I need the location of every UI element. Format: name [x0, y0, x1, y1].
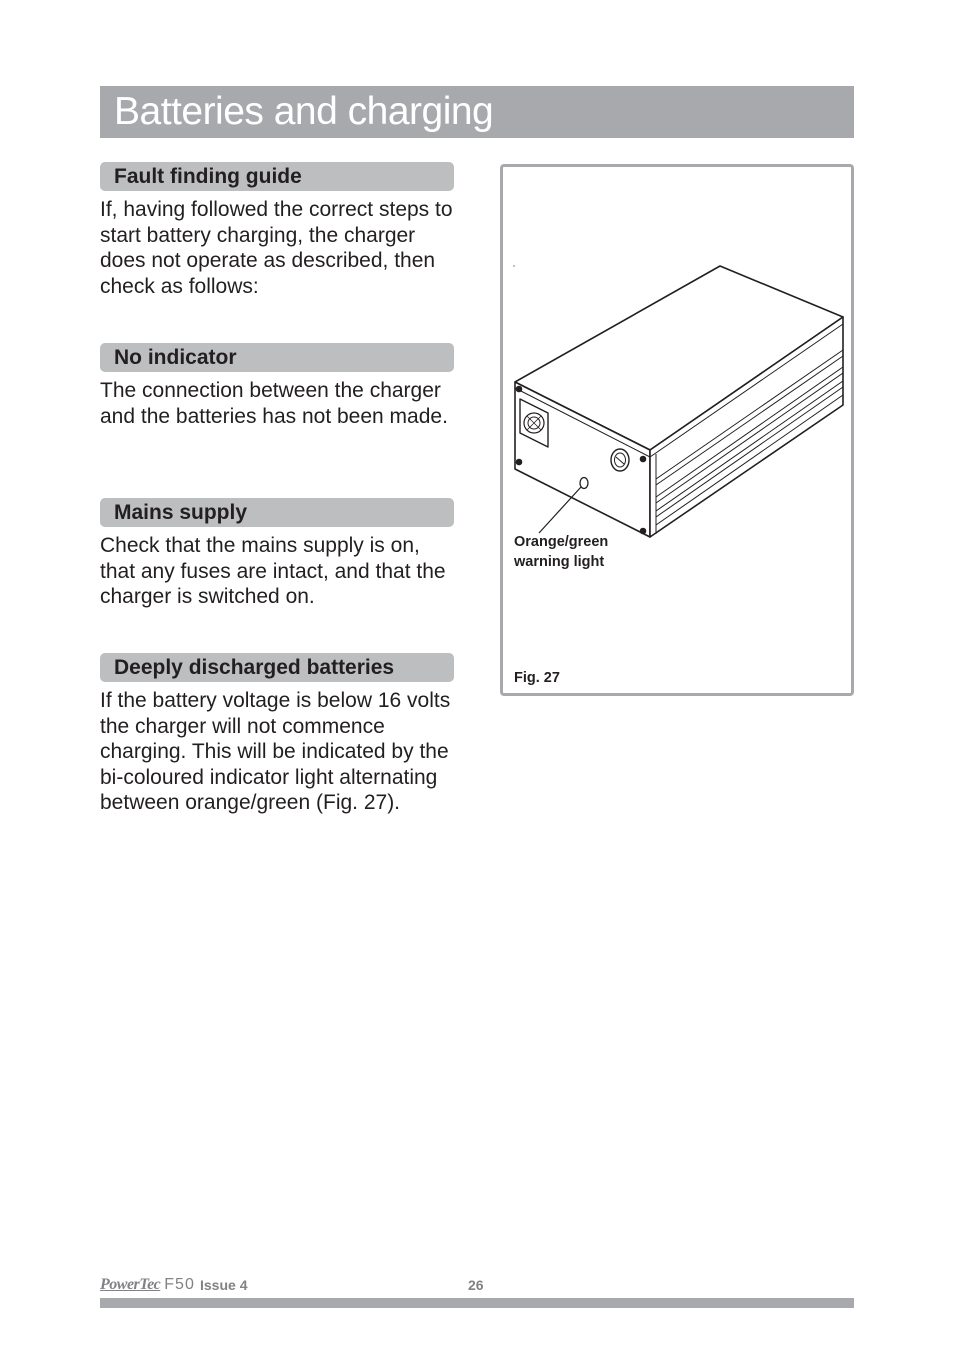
section-heading: No indicator — [100, 343, 454, 372]
issue-label: Issue 4 — [200, 1277, 248, 1293]
section-mains-supply — [100, 498, 454, 610]
title-bar — [100, 86, 854, 138]
section-deeply-discharged — [100, 653, 454, 816]
section-body: Check that the mains supply is on, that any fuses are intact, and that the charger is switched on. — [100, 534, 446, 609]
logo-brand: PowerTec — [100, 1276, 161, 1293]
footer-rule — [100, 1298, 854, 1308]
brand-logo — [100, 1276, 195, 1294]
warning-light-callout: Orange/green warning light — [514, 534, 609, 570]
page-number: 26 — [468, 1277, 484, 1293]
section-body: The connection between the charger and the batteries has not been made. — [100, 379, 448, 428]
section-body: If, having followed the correct steps to start battery charging, the charger does not operate as described, then check as follows: — [100, 198, 453, 298]
charger-illustration — [503, 167, 851, 693]
section-no-indicator — [100, 343, 454, 429]
section-body: If the battery voltage is below 16 volts the charger will not commence charging. This will be indicated by the bi-coloured indicator light alternating between orange/green (Fig. 27). — [100, 689, 451, 815]
figure-caption: Fig. 27 — [514, 670, 560, 686]
section-heading: Fault finding guide — [100, 162, 454, 191]
logo-model: F50 — [164, 1276, 195, 1293]
section-heading: Deeply discharged batteries — [100, 653, 454, 682]
figure-27 — [500, 164, 854, 696]
page-title: Batteries and charging — [114, 90, 494, 133]
section-heading: Mains supply — [100, 498, 454, 527]
section-fault-finding — [100, 162, 454, 299]
